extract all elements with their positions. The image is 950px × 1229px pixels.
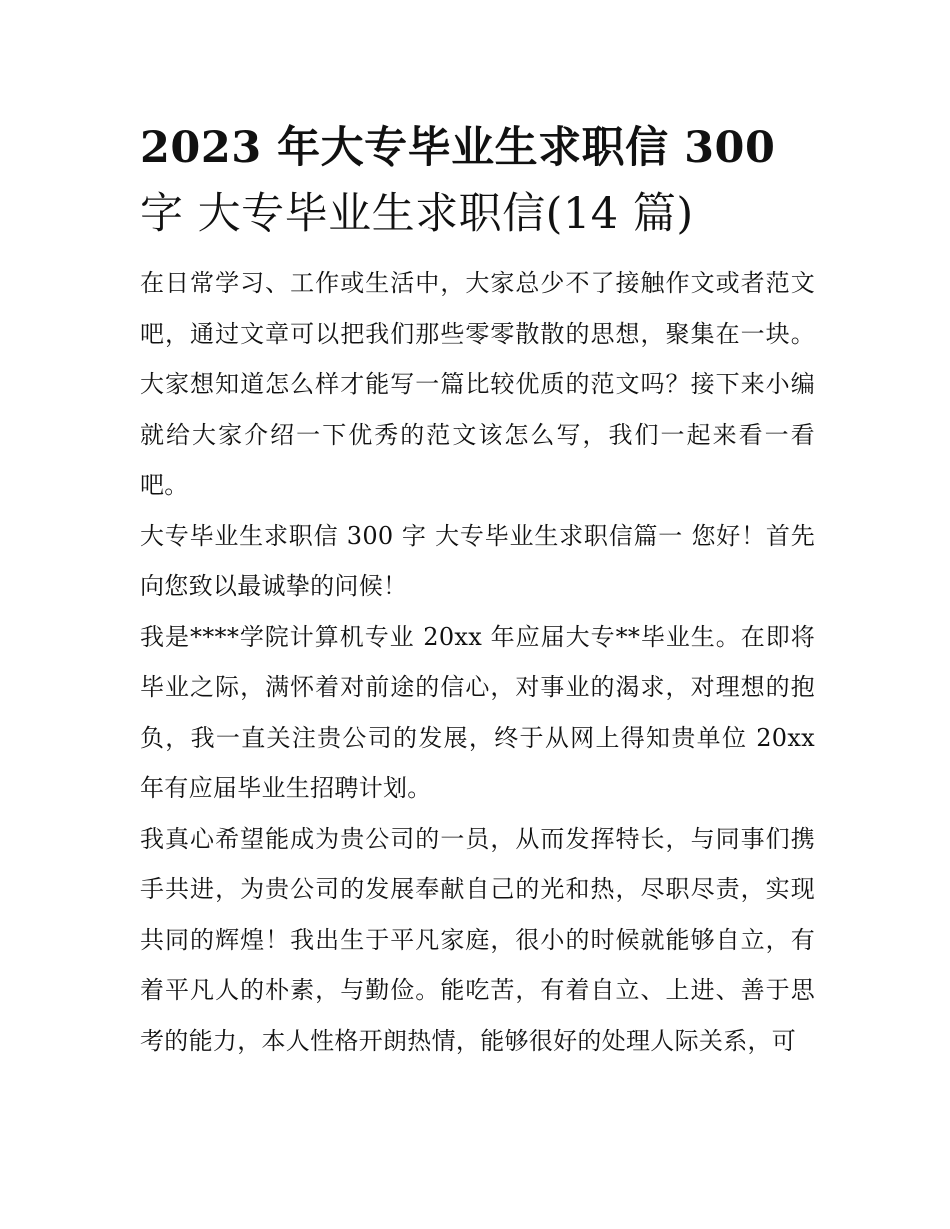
document-title	[140, 115, 815, 247]
document-page	[140, 115, 815, 1066]
self-introduction-paragraph: 我是****学院计算机专业 20xx 年应届大专**毕业生。在即将毕业之际，满怀着对前途的信心，对事业的渴求，对理想的抱负，我一直关注贵公司的发展，终于从网上得知贵单位 20xx 年有应届毕业生招聘计划。	[140, 622, 815, 802]
title-line-2: 字 大专毕业生求职信(14 篇)	[140, 189, 694, 239]
greeting-paragraph: 大专毕业生求职信 300 字 大专毕业生求职信篇一 您好！首先向您致以最诚挚的问候！	[140, 521, 815, 600]
title-line-1: 2023 年大专毕业生求职信 300	[140, 123, 776, 173]
motivation-paragraph: 我真心希望能成为贵公司的一员，从而发挥特长，与同事们携手共进，为贵公司的发展奉献自己的光和热，尽职尽责，实现共同的辉煌！我出生于平凡家庭，很小的时候就能够自立，有着平凡人的朴素，与勤俭。能吃苦，有着自立、上进、善于思考的能力，本人性格开朗热情，能够很好的处理人际关系，可	[140, 824, 815, 1055]
intro-paragraph: 在日常学习、工作或生活中，大家总少不了接触作文或者范文吧，通过文章可以把我们那些零零散散的思想，聚集在一块。大家想知道怎么样才能写一篇比较优质的范文吗？接下来小编就给大家介绍一下优秀的范文该怎么写，我们一起来看一看吧。	[140, 269, 815, 499]
